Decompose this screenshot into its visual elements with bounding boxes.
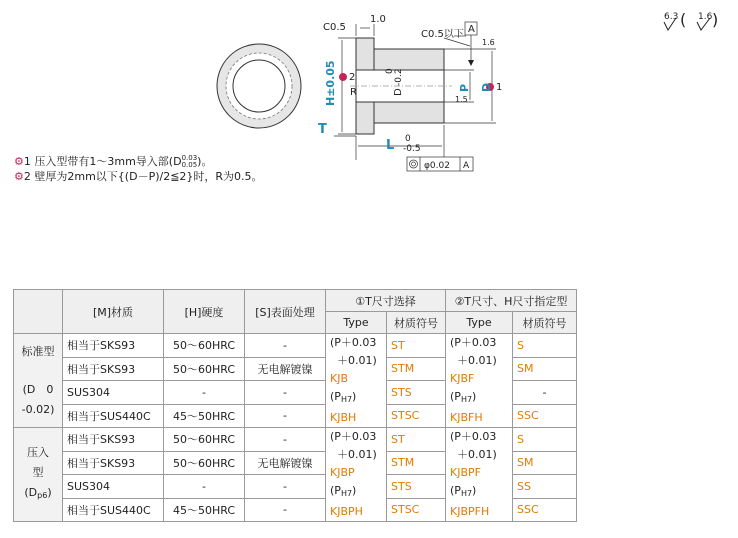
- header-surface: [S]表面处理: [245, 290, 326, 334]
- table-row: 相当于SUS440C 45～50HRC - STSC SSC: [14, 498, 577, 522]
- mark2-ref: 2: [349, 72, 356, 83]
- svg-text:): ): [712, 10, 719, 29]
- note-2: ⚙2 壁厚为2mm以下{(D－P)/2≦2}时，R为0.5。: [14, 170, 263, 183]
- table-row: 标准型 (D 0 -0.02) 相当于SKS93 50～60HRC - (P＋0.03 ＋0.01) KJB $(P_{H7})$ KJBH ST (P＋0.03 ＋0.01) KJBF $(P_{H7})$ KJBFH S: [14, 334, 577, 358]
- table-row: SUS304 - - STS SS: [14, 475, 577, 499]
- mark2-icon: [339, 73, 347, 81]
- svg-text:-0.5: -0.5: [403, 144, 421, 154]
- chamfer-below-label: C0.5以下: [421, 29, 464, 40]
- h-dimension-label: H±0.05: [324, 60, 337, 106]
- d-dimension-label: D: [480, 82, 493, 92]
- header-group2: ②T尺寸、H尺寸指定型: [446, 290, 577, 312]
- datum-triangle-icon: [468, 60, 474, 66]
- header-material: [M]材质: [63, 290, 164, 334]
- note-marker-icon: ⚙: [14, 170, 24, 183]
- table-row: 压入 型 $(D_{p6})$ 相当于SKS93 50～60HRC - (P＋0.03 ＋0.01) KJBP $(P_{H7})$ KJBPH ST (P＋0.03 ＋0.01) KJBPF $(P_{H7})$ KJBPFH S: [14, 428, 577, 452]
- press-fit-type-cell: 压入 型 $(D_{p6})$: [14, 428, 63, 522]
- spec-table: [M]材质 [H]硬度 [S]表面处理 ①T尺寸选择 ②T尺寸、H尺寸指定型 Type 材质符号 Type 材质符号 标准型 (D 0 -0.02) 相当于SKS93 50～60HRC - (P＋0.03 ＋0.01) KJB $(P_{H7})$ KJBH ST (P＋0.03 ＋0.01) KJBF $(P_{H7})$ KJBFH S 相当于SKS93 50～60HRC 无电解镀镍 STM SM SUS304 - - STS - 相当于SUS440C 45～50HRC - STSC SSC 压入 型 $(D_{p6})$ 相当于SKS93 50～60HRC - (P＋0.03 ＋0.01) KJBP $(P_{H7})$ KJBPH ST (P＋0.03 ＋0.01) KJBPF $(P_{H7})$ KJBPFH S 相当于SKS93 50～60HRC 无电解镀镍 STM SM SUS304 - - STS SS 相当于SUS440C 45～50HRC - STSC SSC: [13, 289, 577, 522]
- svg-text:A: A: [463, 161, 470, 171]
- type-cell-1: (P＋0.03 ＋0.01) KJB $(P_{H7})$ KJBH: [326, 334, 387, 428]
- datum-a-label: A: [468, 24, 475, 35]
- svg-text:(: (: [680, 10, 687, 29]
- table-row: SUS304 - - STS -: [14, 381, 577, 405]
- type-cell-2: (P＋0.03 ＋0.01) KJBF $(P_{H7})$ KJBFH: [446, 334, 513, 428]
- svg-text:6.3: 6.3: [664, 12, 679, 22]
- note-1: ⚙1 压入型带有1～3mm导入部(D0.03 0.05)。: [14, 154, 213, 169]
- flange-thickness-label: 1.0: [370, 14, 386, 25]
- svg-text:1.5: 1.5: [455, 95, 468, 104]
- table-row: 相当于SKS93 50～60HRC 无电解镀镍 STM SM: [14, 357, 577, 381]
- concentricity-tolerance-frame: [407, 157, 473, 171]
- end-view-ring: [217, 44, 301, 128]
- header-group1: ①T尺寸选择: [326, 290, 446, 312]
- svg-text:0: 0: [385, 68, 395, 74]
- notes: [14, 154, 263, 184]
- l-dimension-label: L: [386, 138, 395, 153]
- svg-text:-0.2: -0.2: [394, 68, 404, 86]
- radius-label: R: [350, 87, 357, 98]
- mark1-ref: 1: [496, 82, 503, 93]
- svg-text:0: 0: [405, 134, 411, 144]
- p-dimension-label: P: [458, 83, 471, 92]
- svg-text:1.6: 1.6: [482, 38, 495, 47]
- svg-text:D: D: [393, 88, 404, 96]
- type-cell-4: (P＋0.03 ＋0.01) KJBPF $(P_{H7})$ KJBPFH: [446, 428, 513, 522]
- note-marker-icon: ⚙: [14, 155, 24, 168]
- table-row: 相当于SKS93 50～60HRC 无电解镀镍 STM SM: [14, 451, 577, 475]
- svg-text:1.6: 1.6: [698, 12, 713, 22]
- svg-text:φ0.02: φ0.02: [424, 161, 450, 171]
- surface-roughness-legend: [664, 10, 718, 30]
- table-row: 相当于SUS440C 45～50HRC - STSC SSC: [14, 404, 577, 428]
- chamfer-label: C0.5: [323, 22, 346, 33]
- type-cell-3: (P＋0.03 ＋0.01) KJBP $(P_{H7})$ KJBPH: [326, 428, 387, 522]
- t-dimension-label: T: [318, 122, 327, 137]
- header-hardness: [H]硬度: [164, 290, 245, 334]
- standard-type-cell: 标准型 (D 0 -0.02): [14, 334, 63, 428]
